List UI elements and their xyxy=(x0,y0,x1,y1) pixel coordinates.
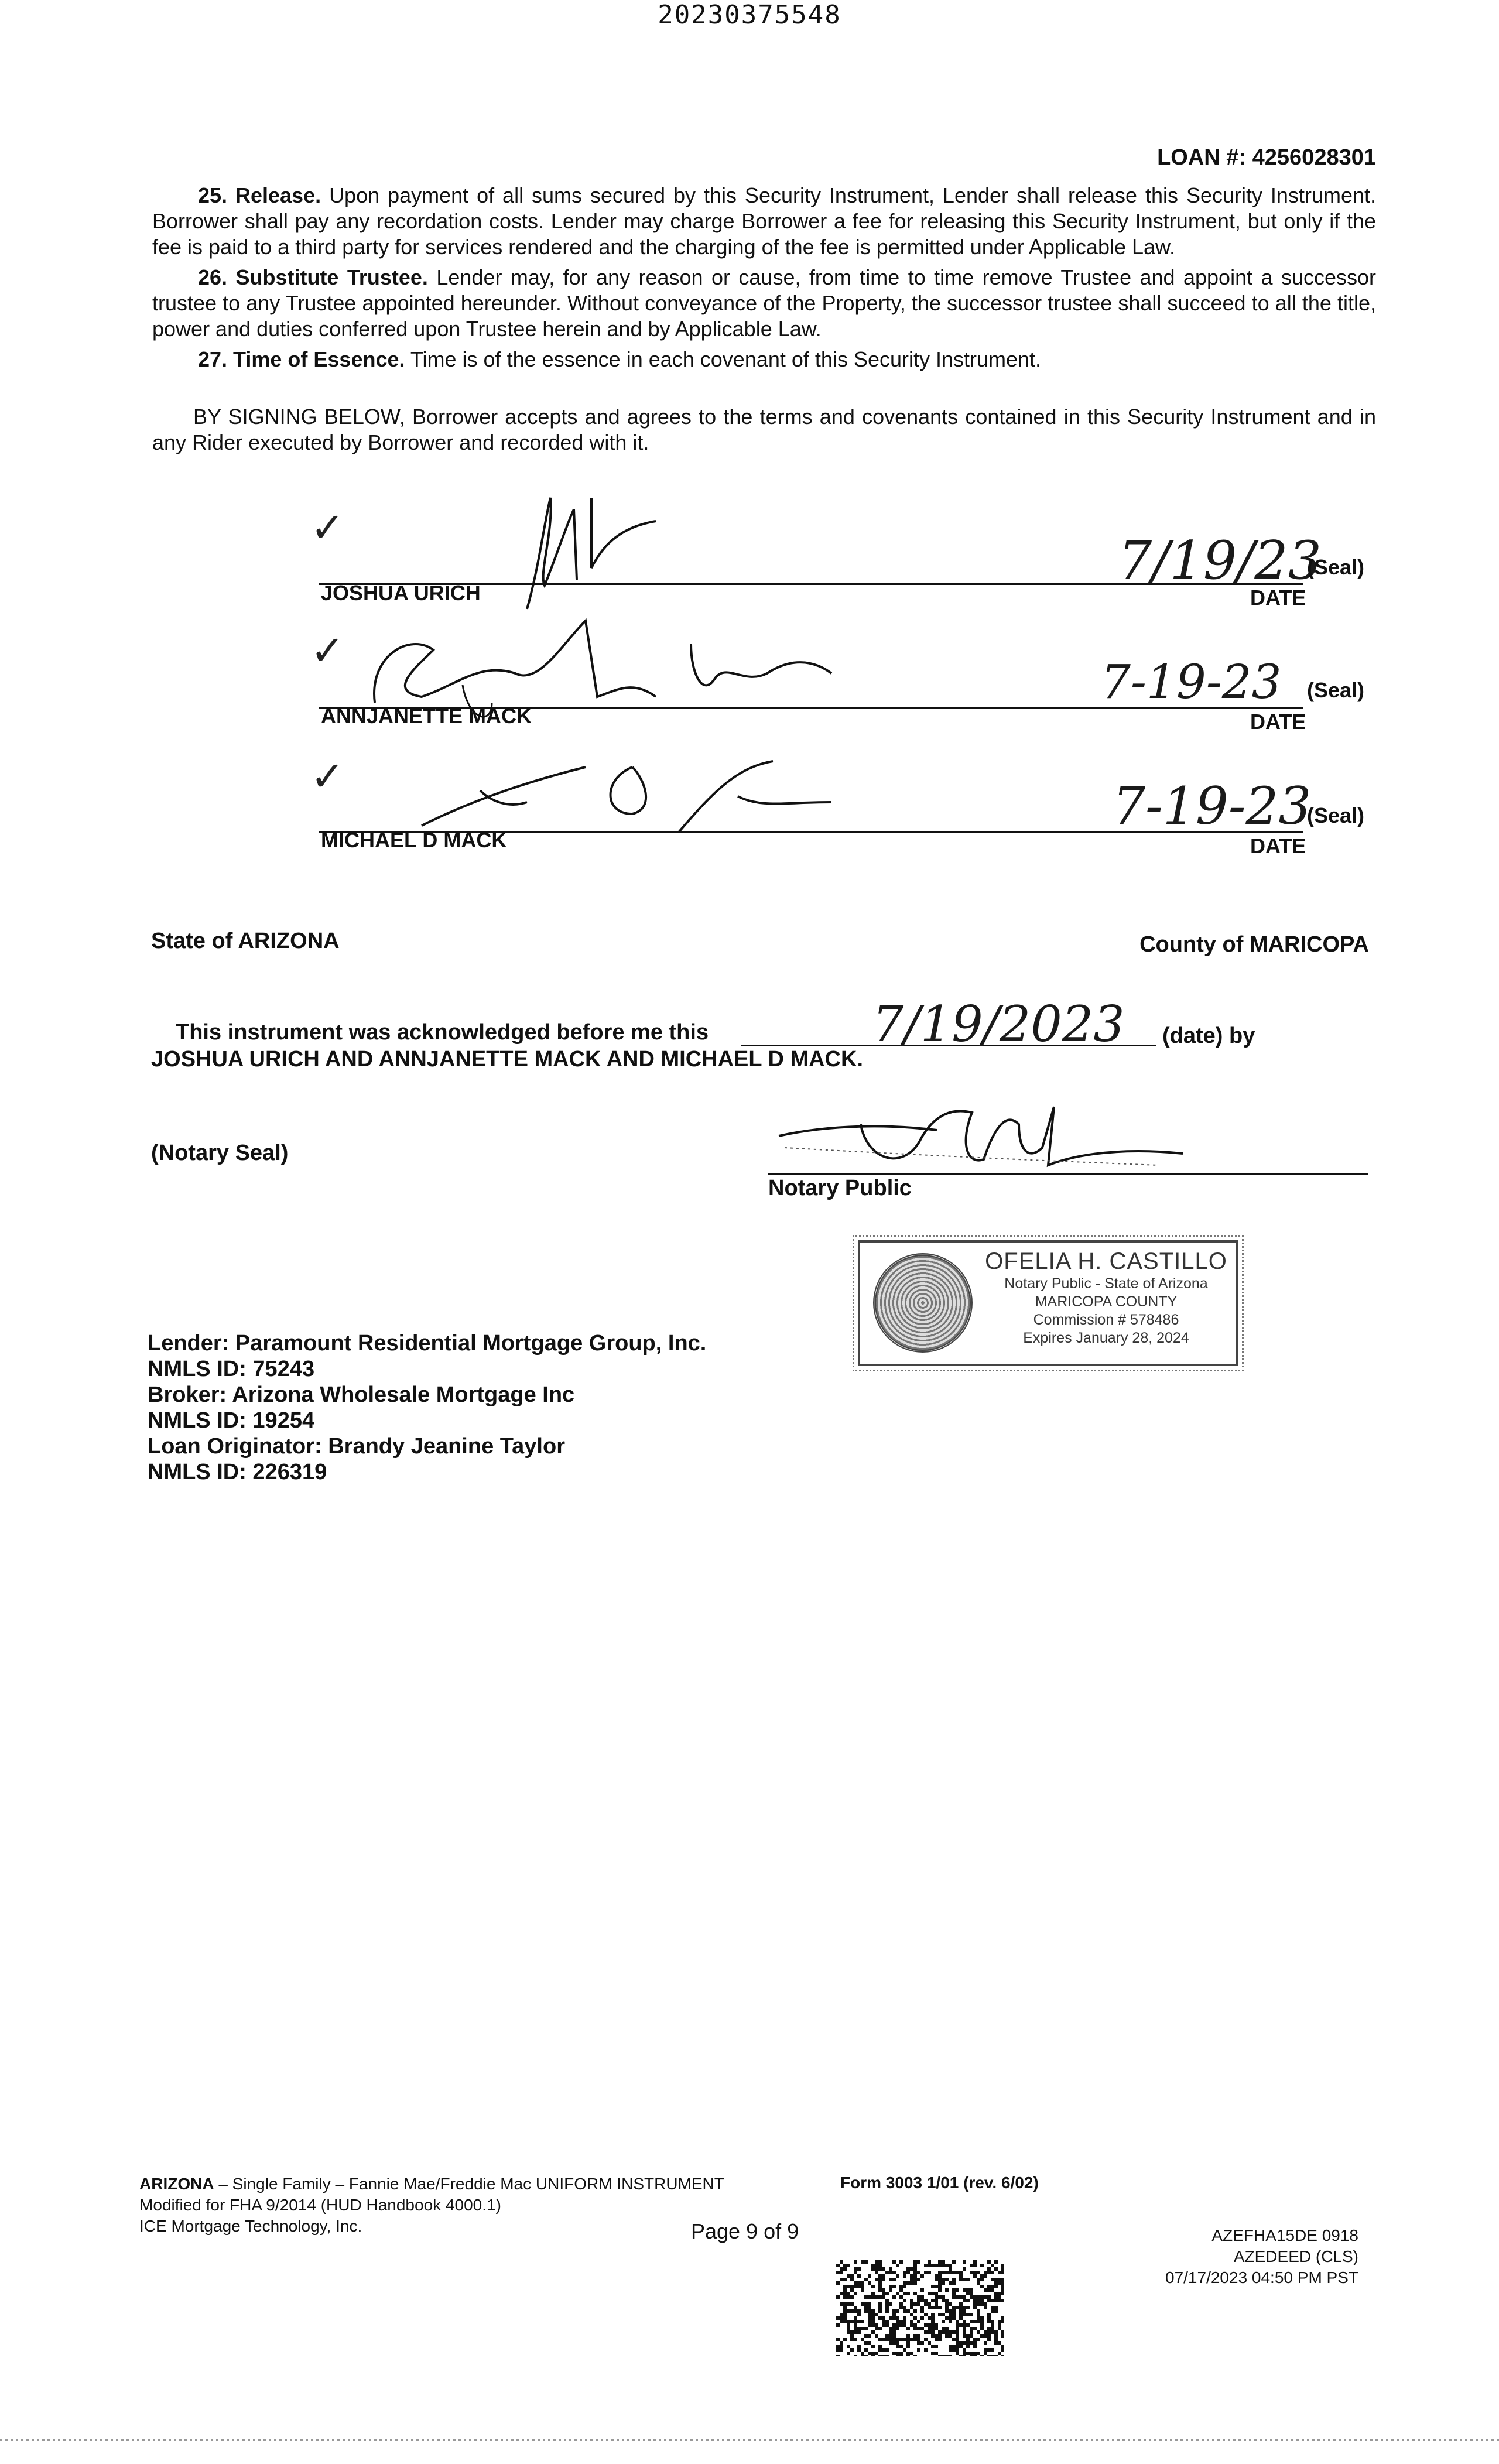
loan-number: LOAN #: 4256028301 xyxy=(1157,145,1376,170)
seal-label: (Seal) xyxy=(1307,803,1365,827)
clause-27-time-of-essence xyxy=(152,347,1376,372)
footer-state: ARIZONA xyxy=(139,2175,214,2193)
lender-nmls: NMLS ID: 75243 xyxy=(148,1357,315,1381)
lender-info xyxy=(148,1330,706,1485)
date-label: DATE xyxy=(1250,710,1306,734)
acknowledgment-date: 7/19/2023 xyxy=(872,995,1125,1053)
county-label: County of MARICOPA xyxy=(1139,932,1369,957)
date-label: DATE xyxy=(1250,834,1306,858)
notary-signature xyxy=(773,1089,1195,1177)
footer-form-number: Form 3003 1/01 (rev. 6/02) xyxy=(840,2174,1039,2192)
state-label: State of ARIZONA xyxy=(151,929,340,953)
signer-name: JOSHUA URICH xyxy=(321,581,481,605)
notary-signature-line xyxy=(768,1173,1368,1175)
acknowledged-parties: JOSHUA URICH AND ANNJANETTE MACK AND MICHAEL D MACK. xyxy=(151,1047,863,1072)
signature-date: 7-19-23 xyxy=(1113,776,1312,836)
signature-date: 7/19/23 xyxy=(1118,530,1322,591)
footer-doc-codes xyxy=(1165,2225,1358,2288)
notary-stamp-line: Expires January 28, 2024 xyxy=(1023,1330,1189,1346)
checkmark-icon: ✓ xyxy=(310,505,345,550)
doc-code: AZEDEED (CLS) xyxy=(1233,2247,1358,2265)
clause-text: Upon payment of all sums secured by this Security Instrument, Lender shall release this Security Instrument. Borrower shall pay any recordation costs. Lender may charge Borrower a fee for releasing this Security Instrument, but only if the fee is paid to a third party for services rendered and the charging of the fee is permitted under Applicable Law. xyxy=(152,183,1376,259)
notary-seal-label: (Notary Seal) xyxy=(151,1141,289,1165)
notary-stamp-line: Notary Public - State of Arizona xyxy=(1004,1275,1208,1292)
recording-number: 20230375548 xyxy=(658,0,841,30)
acknowledgment-lead: This instrument was acknowledged before me this xyxy=(176,1020,709,1045)
clause-25-release xyxy=(152,183,1376,260)
signature-joshua-urich xyxy=(504,486,679,615)
date-by-label: (date) by xyxy=(1162,1024,1255,1048)
state-seal-icon xyxy=(873,1253,973,1353)
signer-name: ANNJANETTE MACK xyxy=(321,704,532,728)
footer-modified: Modified for FHA 9/2014 (HUD Handbook 4000.1) xyxy=(139,2196,501,2214)
broker-name: Broker: Arizona Wholesale Mortgage Inc xyxy=(148,1382,575,1407)
footer-vendor: ICE Mortgage Technology, Inc. xyxy=(139,2217,362,2235)
clause-text: Lender may, for any reason or cause, from time to time remove Trustee and appoint a successor trustee to any Trustee appointed hereunder. Without conveyance of the Property, the successor trustee shall succeed to all the title, power and duties conferred upon Trustee herein and by Applicable Law. xyxy=(152,265,1376,341)
lender-name: Lender: Paramount Residential Mortgage Group, Inc. xyxy=(148,1331,707,1356)
clause-heading: 26. Substitute Trustee. xyxy=(198,265,428,289)
loan-originator: Loan Originator: Brandy Jeanine Taylor xyxy=(148,1434,565,1459)
scan-edge-divider xyxy=(0,2439,1499,2441)
checkmark-icon: ✓ xyxy=(310,754,345,799)
footer-instrument-info xyxy=(139,2174,724,2237)
seal-label: (Seal) xyxy=(1307,678,1365,702)
date-label: DATE xyxy=(1250,586,1306,610)
clause-26-substitute-trustee xyxy=(152,265,1376,342)
originator-nmls: NMLS ID: 226319 xyxy=(148,1460,327,1484)
clause-heading: 25. Release. xyxy=(198,183,321,207)
barcode-icon xyxy=(836,2260,1004,2356)
doc-timestamp: 07/17/2023 04:50 PM PST xyxy=(1165,2268,1358,2287)
clause-heading: 27. Time of Essence. xyxy=(198,347,405,371)
clause-text: Time is of the essence in each covenant of this Security Instrument. xyxy=(410,347,1042,371)
footer-instrument: – Single Family – Fannie Mae/Freddie Mac UNIFORM INSTRUMENT xyxy=(218,2175,724,2193)
checkmark-icon: ✓ xyxy=(310,628,345,673)
notary-stamp-line: MARICOPA COUNTY xyxy=(1035,1293,1178,1310)
notary-public-label: Notary Public xyxy=(768,1176,912,1200)
signer-name: MICHAEL D MACK xyxy=(321,828,507,852)
signature-date: 7-19-23 xyxy=(1101,655,1282,709)
notary-name: OFELIA H. CASTILLO xyxy=(985,1248,1227,1274)
seal-label: (Seal) xyxy=(1307,555,1365,579)
signing-statement xyxy=(152,404,1376,456)
doc-code: AZEFHA15DE 0918 xyxy=(1211,2226,1358,2244)
broker-nmls: NMLS ID: 19254 xyxy=(148,1408,315,1433)
notary-stamp-line: Commission # 578486 xyxy=(1033,1312,1179,1328)
signing-statement-text: BY SIGNING BELOW, Borrower accepts and agrees to the terms and covenants contained in this Security Instrument and in any Rider executed by Borrower and recorded with it. xyxy=(152,405,1376,454)
notary-stamp xyxy=(858,1240,1238,1366)
page-number: Page 9 of 9 xyxy=(691,2219,799,2243)
